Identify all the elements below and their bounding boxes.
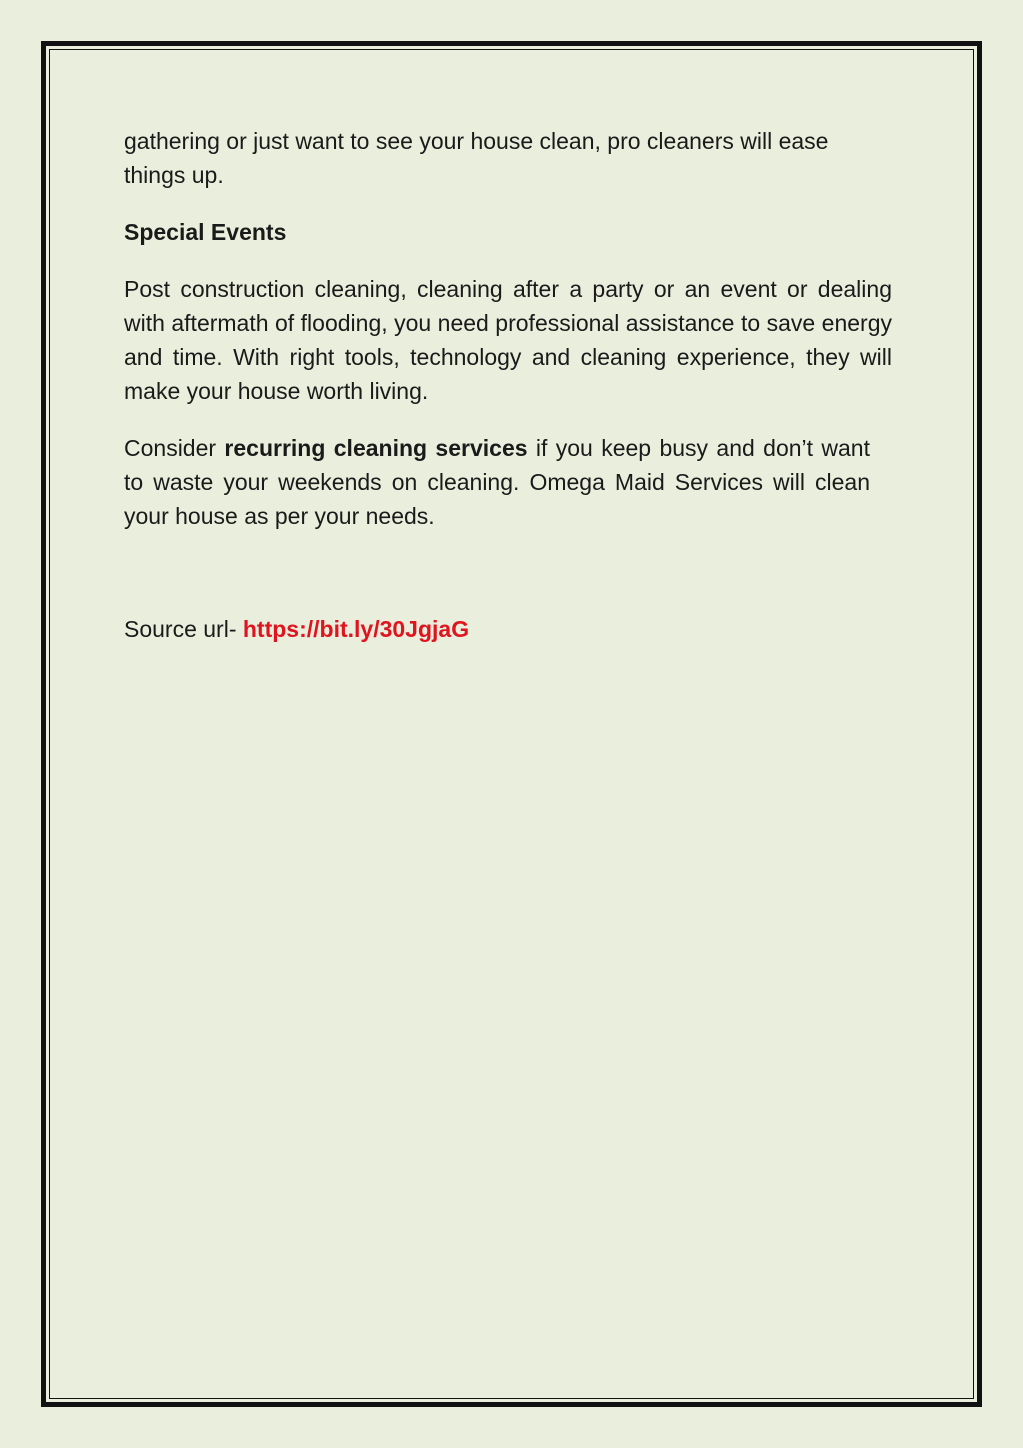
section-heading: Special Events xyxy=(124,219,287,245)
document-body xyxy=(124,124,892,533)
source-line xyxy=(124,612,469,646)
recurring-services-link[interactable]: recurring cleaning services xyxy=(224,435,528,461)
intro-paragraph: gathering or just want to see your house clean, pro cleaners will ease things up. xyxy=(124,128,829,188)
recurring-paragraph xyxy=(124,431,870,533)
source-url-link[interactable]: https://bit.ly/30JgjaG xyxy=(242,616,470,642)
source-label: Source url- xyxy=(124,616,243,642)
recurring-suffix: if you keep busy and don’t want to waste your weekends on cleaning. Omega Maid Services will clean your house as per your needs. xyxy=(124,435,870,529)
events-paragraph: Post construction cleaning, cleaning after a party or an event or dealing with aftermath of flooding, you need professional assistance to save energy and time. With right tools, technology and cleaning experience, they will make your house worth living. xyxy=(124,276,892,404)
recurring-prefix: Consider xyxy=(124,435,225,461)
